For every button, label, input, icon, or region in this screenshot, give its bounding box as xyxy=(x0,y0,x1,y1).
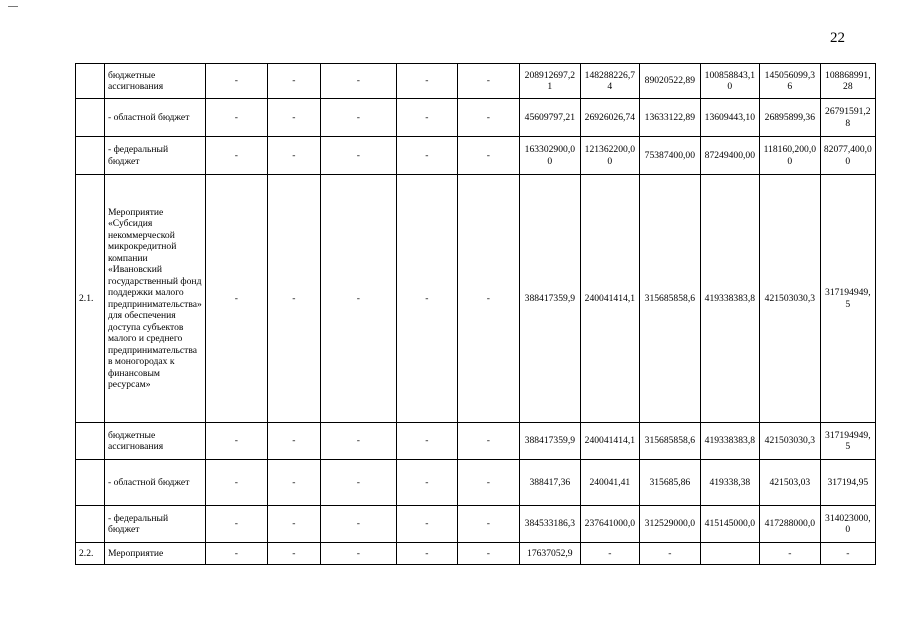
table-cell: - xyxy=(205,99,267,137)
table-cell: 237641000,0 xyxy=(580,506,639,543)
table-cell: 384533186,3 xyxy=(519,506,580,543)
table-cell: - xyxy=(457,64,519,99)
row-label: - областной бюджет xyxy=(105,460,206,506)
table-cell: 388417359,9 xyxy=(519,175,580,423)
table-cell: - xyxy=(320,460,396,506)
table-cell: - xyxy=(267,175,320,423)
table-cell: - xyxy=(457,175,519,423)
table-cell: - xyxy=(457,423,519,460)
row-number: 2.1. xyxy=(76,175,105,423)
table-cell: - xyxy=(320,543,396,565)
table-cell: 240041414,1 xyxy=(580,175,639,423)
table-cell: 415145000,0 xyxy=(700,506,759,543)
table-cell: - xyxy=(320,506,396,543)
table-cell: 419338383,8 xyxy=(700,423,759,460)
row-number xyxy=(76,64,105,99)
table-cell: 421503,03 xyxy=(759,460,820,506)
table-cell: 315685858,6 xyxy=(639,175,700,423)
table-cell: 121362200,00 xyxy=(580,137,639,175)
table-cell: - xyxy=(205,506,267,543)
row-label: бюджетные ассигнования xyxy=(105,64,206,99)
table-cell: - xyxy=(267,543,320,565)
table-cell: 417288000,0 xyxy=(759,506,820,543)
row-number xyxy=(76,460,105,506)
table-cell: 108868991,28 xyxy=(820,64,875,99)
table-cell: - xyxy=(320,99,396,137)
table-cell: 419338383,8 xyxy=(700,175,759,423)
table-cell xyxy=(700,543,759,565)
table-cell: 13609443,10 xyxy=(700,99,759,137)
table-cell: 45609797,21 xyxy=(519,99,580,137)
table-cell: - xyxy=(639,543,700,565)
table-row xyxy=(76,137,876,175)
table-cell: - xyxy=(396,99,457,137)
table-cell: - xyxy=(820,543,875,565)
table-cell: 89020522,89 xyxy=(639,64,700,99)
table-cell: 240041414,1 xyxy=(580,423,639,460)
table-cell: - xyxy=(396,175,457,423)
table-cell: 317194949,5 xyxy=(820,175,875,423)
table-cell: - xyxy=(267,137,320,175)
table-cell: 75387400,00 xyxy=(639,137,700,175)
table-cell: - xyxy=(396,64,457,99)
row-label: - федеральный бюджет xyxy=(105,137,206,175)
table-row xyxy=(76,423,876,460)
table-cell: 315685858,6 xyxy=(639,423,700,460)
table-row xyxy=(76,506,876,543)
table-cell: - xyxy=(396,460,457,506)
table-cell: 87249400,00 xyxy=(700,137,759,175)
table-cell: - xyxy=(205,175,267,423)
table-cell: 315685,86 xyxy=(639,460,700,506)
page-number: 22 xyxy=(830,30,845,46)
table-cell: - xyxy=(205,137,267,175)
table-cell: - xyxy=(320,64,396,99)
table-cell: 26895899,36 xyxy=(759,99,820,137)
table-cell: 208912697,21 xyxy=(519,64,580,99)
table-cell: - xyxy=(759,543,820,565)
table-cell: - xyxy=(320,423,396,460)
table-cell: - xyxy=(267,64,320,99)
table-row xyxy=(76,99,876,137)
table-cell: 240041,41 xyxy=(580,460,639,506)
row-label: Мероприятие xyxy=(105,543,206,565)
table-cell: - xyxy=(396,423,457,460)
table-cell: - xyxy=(457,506,519,543)
table-cell: 388417359,9 xyxy=(519,423,580,460)
row-label: - областной бюджет xyxy=(105,99,206,137)
table-cell: 82077,400,00 xyxy=(820,137,875,175)
table-cell: 314023000,0 xyxy=(820,506,875,543)
table-row xyxy=(76,175,876,423)
row-number xyxy=(76,137,105,175)
table-cell: 148288226,74 xyxy=(580,64,639,99)
table-cell: 13633122,89 xyxy=(639,99,700,137)
table-cell: - xyxy=(457,137,519,175)
row-label: бюджетные ассигнования xyxy=(105,423,206,460)
table-cell: - xyxy=(396,543,457,565)
table-cell: 163302900,00 xyxy=(519,137,580,175)
table-cell: - xyxy=(320,137,396,175)
table-cell: - xyxy=(205,423,267,460)
table-cell: 100858843,10 xyxy=(700,64,759,99)
table-cell: - xyxy=(267,99,320,137)
table-cell: 26926026,74 xyxy=(580,99,639,137)
row-number: 2.2. xyxy=(76,543,105,565)
table-cell: 118160,200,00 xyxy=(759,137,820,175)
table-cell: 421503030,3 xyxy=(759,423,820,460)
table-cell: 388417,36 xyxy=(519,460,580,506)
table-cell: - xyxy=(205,64,267,99)
table-cell: - xyxy=(320,175,396,423)
table-cell: 317194,95 xyxy=(820,460,875,506)
row-label: - федеральный бюджет xyxy=(105,506,206,543)
budget-table xyxy=(75,63,876,565)
table-cell: 26791591,28 xyxy=(820,99,875,137)
table-row xyxy=(76,460,876,506)
table-cell: - xyxy=(580,543,639,565)
row-number xyxy=(76,506,105,543)
table-cell: - xyxy=(205,460,267,506)
table-cell: 317194949,5 xyxy=(820,423,875,460)
table-cell: 145056099,36 xyxy=(759,64,820,99)
table-cell: - xyxy=(267,460,320,506)
table-cell: - xyxy=(396,137,457,175)
table-cell: - xyxy=(396,506,457,543)
table-cell: 419338,38 xyxy=(700,460,759,506)
table-row xyxy=(76,543,876,565)
table-cell: - xyxy=(457,460,519,506)
table-cell: 312529000,0 xyxy=(639,506,700,543)
table-cell: - xyxy=(267,423,320,460)
row-number xyxy=(76,99,105,137)
table-cell: 17637052,9 xyxy=(519,543,580,565)
table-cell: - xyxy=(267,506,320,543)
row-label: Мероприятие «Субсидия некоммерческой микрокредитной компании «Ивановский государственный фонд поддержки малого предпринимательства» для обеспечения доступа субъектов малого и среднего предпринимательства в моногородах к финансовым ресурсам» xyxy=(105,175,206,423)
table-cell: - xyxy=(457,99,519,137)
table-cell: 421503030,3 xyxy=(759,175,820,423)
table-row xyxy=(76,64,876,99)
corner-mark xyxy=(8,6,18,7)
row-number xyxy=(76,423,105,460)
table-cell: - xyxy=(457,543,519,565)
table-cell: - xyxy=(205,543,267,565)
